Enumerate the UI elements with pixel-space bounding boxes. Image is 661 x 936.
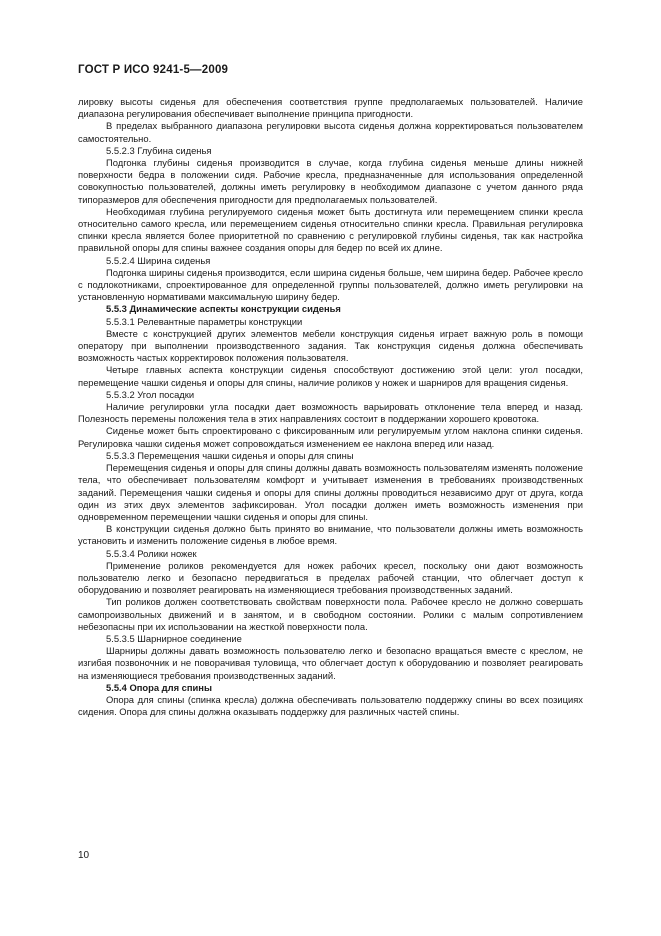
paragraph: Шарниры должны давать возможность пользователю легко и безопасно вращаться вместе с креслом, не изгибая позвоночник и не поворачивая туловища, что облегчает доступ к оборудованию и позволяет реагировать на изменяющиеся требования производственных заданий. [78, 645, 583, 681]
page-number: 10 [78, 850, 90, 861]
paragraph: Перемещения сиденья и опоры для спины должны давать возможность пользователям изменять положение тела, что обеспечивает пользователям комфорт и учитывает изменения в требованиях производственных заданий. Перемещения чашки сиденья и опоры для спины должны проводиться независимо друг от друга, когда один из этих двух элементов зафиксирован. Угол посадки должен иметь возможность изменения при одновременном перемещении чашки сиденья и опоры для спины. [78, 462, 583, 522]
section-heading-bold: 5.5.3 Динамические аспекты конструкции сиденья [106, 303, 341, 315]
document-body [78, 96, 583, 718]
paragraph: Наличие регулировки угла посадки дает возможность варьировать отклонение тела вперед и назад. Полезность перемены положения тела в этих направлениях состоит в поддержании хорошего кровотока. [78, 401, 583, 425]
section-heading: 5.5.3.5 Шарнирное соединение [106, 632, 242, 644]
paragraph: Опора для спины (спинка кресла) должна обеспечивать пользователю поддержку спины во всех позициях сидения. Опора для спины должна оказывать поддержку для различных частей спины. [78, 693, 583, 718]
section-heading: 5.5.2.4 Ширина сиденья [106, 254, 211, 266]
paragraph: В конструкции сиденья должно быть принято во внимание, что пользователи должны иметь возможность установить и изменить положение сиденья в любое время. [78, 523, 583, 547]
section-heading: 5.5.3.4 Ролики ножек [106, 547, 197, 559]
section-heading: 5.5.3.1 Релевантные параметры конструкции [106, 315, 303, 327]
paragraph: лировку высоты сиденья для обеспечения соответствия группе предполагаемых пользователей. Наличие диапазона регулирования обеспечивает выполнение принципа пригодности. [78, 96, 583, 120]
section-heading: 5.5.3.2 Угол посадки [106, 388, 195, 400]
paragraph: Тип роликов должен соответствовать свойствам поверхности пола. Рабочее кресло не должно совершать самопроизвольных движений и в занятом, и в свободном состоянии. Ролики с малым сопротивлением небезопасны при их использовании на жесткой поверхности пола. [78, 596, 583, 632]
section-heading: 5.5.2.3 Глубина сиденья [106, 144, 212, 156]
section-heading-bold: 5.5.4 Опора для спины [106, 681, 212, 693]
paragraph: В пределах выбранного диапазона регулировки высота сиденья должна корректироваться пользователем самостоятельно. [78, 120, 583, 144]
paragraph: Подгонка ширины сиденья производится, если ширина сиденья больше, чем ширина бедер. Рабочее кресло с подлокотниками, спроектированное для определенной группы пользователей, должно иметь регулировки на установленную нормативами максимальную ширину бедер. [78, 266, 583, 303]
paragraph: Вместе с конструкцией других элементов мебели конструкция сиденья играет важную роль в помощи оператору при выполнении производственного задания. Так конструкция сиденья должна обеспечивать возможность частых корректировок положения пользователя. [78, 327, 583, 364]
paragraph: Сиденье может быть спроектировано с фиксированным или регулируемым углом наклона спинки сиденья. Регулировка чашки сиденья может сопровождаться изменением ее наклона вперед или назад. [78, 425, 583, 449]
paragraph: Необходимая глубина регулируемого сиденья может быть достигнута или перемещением спинки кресла относительно самого кресла, или перемещением сиденья относительно спинки кресла. Правильная регулировка спинки кресла является более приоритетной по сравнению с регулировкой глубины сиденья, так как настройка правильной опоры для спины важнее создания опоры для бедер по всей их длине. [78, 205, 583, 254]
document-header: ГОСТ Р ИСО 9241-5—2009 [78, 64, 229, 76]
paragraph: Применение роликов рекомендуется для ножек рабочих кресел, поскольку они дают возможность пользователю легко и безопасно передвигаться в пределах рабочей станции, что облегчает доступ к оборудованию и позволяет реагировать на изменяющиеся требования производственных заданий. [78, 559, 583, 596]
paragraph: Четыре главных аспекта конструкции сиденья способствуют достижению этой цели: угол посадки, перемещение чашки сиденья и опоры для спины, наличие роликов у ножек и шарниров для вращения сиденья. [78, 364, 583, 388]
section-heading: 5.5.3.3 Перемещения чашки сиденья и опоры для спины [106, 449, 354, 461]
paragraph: Подгонка глубины сиденья производится в случае, когда глубина сиденья меньше длины нижней поверхности бедра в положении сидя. Рабочие кресла, предназначенные для использования определенной совокупностью пользователей, должны иметь регулировку в необходимом диапазоне с учетом данного ряда типоразмеров для обеспечения пригодности для предполагаемых пользователей. [78, 157, 583, 205]
